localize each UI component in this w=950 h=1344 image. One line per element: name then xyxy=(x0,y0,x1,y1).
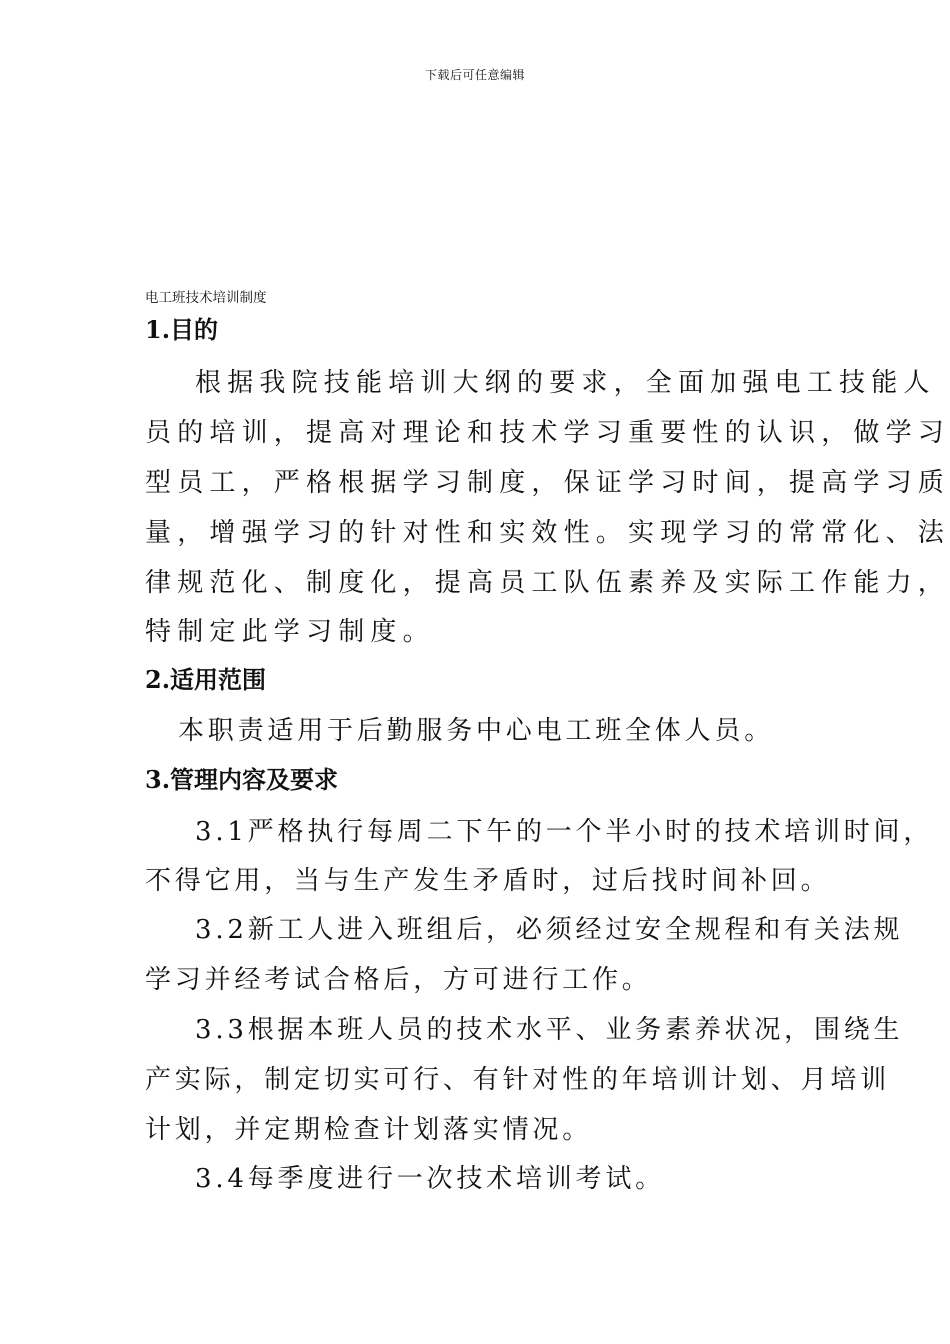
paragraph-line: 本职责适用于后勤服务中心电工班全体人员。 xyxy=(178,716,775,746)
header-note: 下载后可任意编辑 xyxy=(424,68,525,82)
paragraph-line: 3.2新工人进入班组后，必须经过安全规程和有关法规 xyxy=(195,915,904,945)
paragraph-line: 3.4每季度进行一次技术培训考试。 xyxy=(195,1164,665,1194)
paragraph-line: 不得它用，当与生产发生矛盾时，过后找时间补回。 xyxy=(145,866,831,896)
paragraph-line: 型员工，严格根据学习制度，保证学习时间，提高学习质 xyxy=(145,468,950,498)
paragraph-line: 学习并经考试合格后，方可进行工作。 xyxy=(145,965,652,995)
document-title: 电工班技术培训制度 xyxy=(145,290,267,306)
paragraph-line: 律规范化、制度化，提高员工队伍素养及实际工作能力， xyxy=(145,568,950,598)
section-heading: 3.管理内容及要求 xyxy=(145,765,339,794)
paragraph-line: 3.1严格执行每周二下午的一个半小时的技术培训时间， xyxy=(195,817,934,847)
paragraph-line: 产实际，制定切实可行、有针对性的年培训计划、月培训 xyxy=(145,1065,891,1095)
paragraph-line: 量，增强学习的针对性和实效性。实现学习的常常化、法 xyxy=(145,518,950,548)
paragraph-line: 特制定此学习制度。 xyxy=(145,617,435,647)
section-heading: 2.适用范围 xyxy=(145,665,267,694)
section-heading: 1.目的 xyxy=(145,315,219,344)
paragraph-line: 根据我院技能培训大纲的要求，全面加强电工技能人 xyxy=(195,368,936,398)
paragraph-line: 计划，并定期检查计划落实情况。 xyxy=(145,1115,593,1145)
paragraph-line: 员的培训，提高对理论和技术学习重要性的认识，做学习 xyxy=(145,418,950,448)
paragraph-line: 3.3根据本班人员的技术水平、业务素养状况，围绕生 xyxy=(195,1015,904,1045)
